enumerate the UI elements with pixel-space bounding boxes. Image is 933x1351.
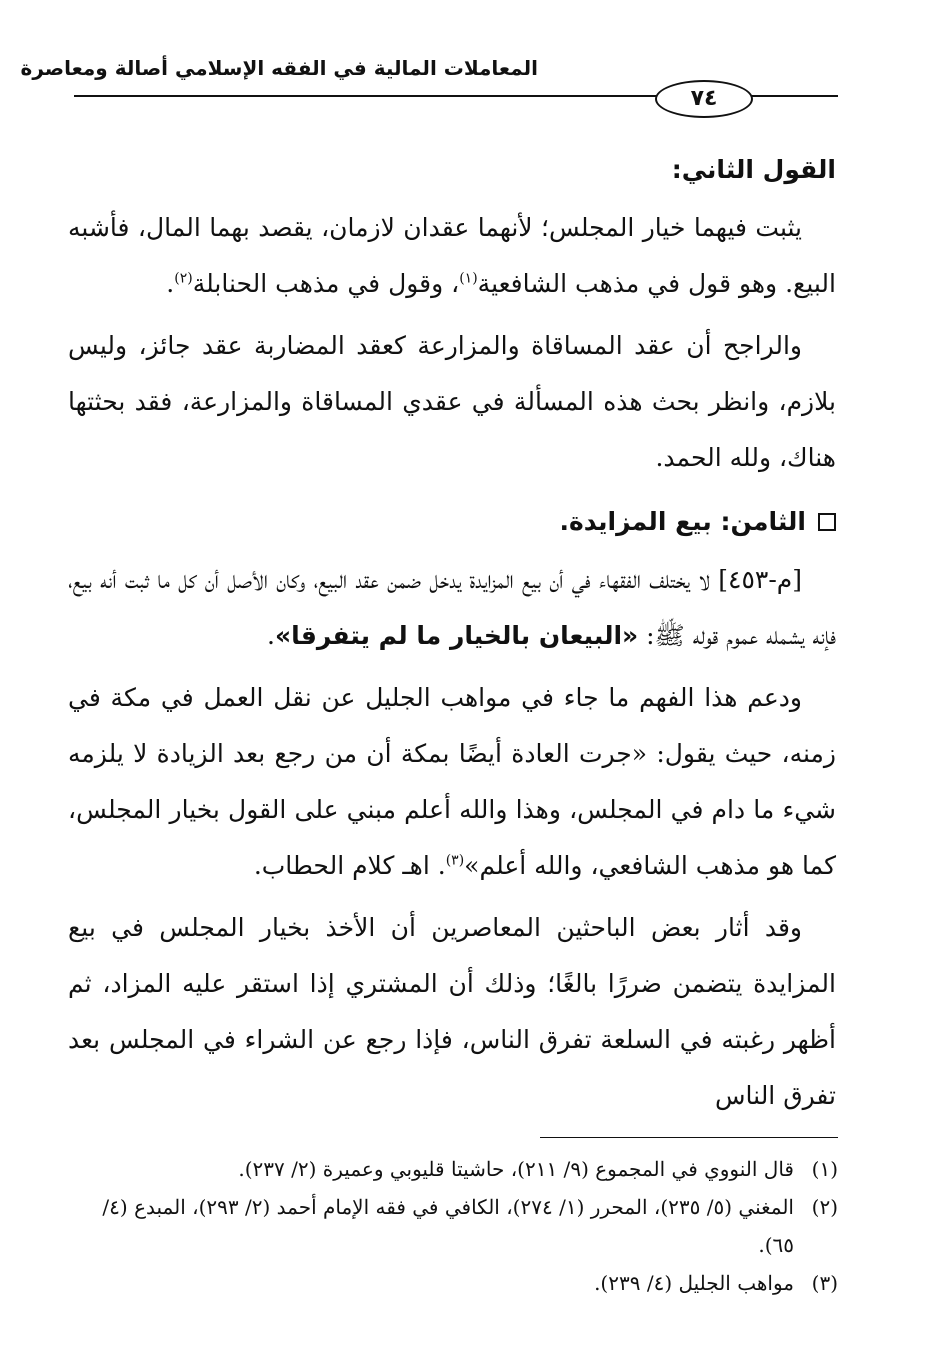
page-number: ٧٤ — [655, 80, 753, 118]
paragraph-2: والراجح أن عقد المساقاة والمزارعة كعقد المضاربة عقد جائز، وليس بلازم، وانظر بحث هذه المسألة في عقدي المساقاة والمزارعة، فقد بحثتها هناك، ولله الحمد. — [68, 331, 836, 472]
section-heading-text: الثامن: بيع المزايدة. — [559, 507, 806, 536]
paragraph-3-end: . — [266, 621, 275, 650]
paragraph-1-mid: ، وقول في مذهب الحنابلة — [192, 269, 460, 298]
footnotes — [80, 1150, 838, 1302]
section-heading — [68, 492, 836, 552]
paragraph-4-end: . اهـ كلام الحطاب. — [253, 851, 446, 880]
footnote-ref-2: (٢) — [174, 270, 193, 287]
paragraph-1 — [68, 200, 836, 312]
footnote-number: (١) — [811, 1157, 838, 1181]
footnote-ref-1: (١) — [459, 270, 478, 287]
paragraph-3-text: [م-٤٥٣] لا يختلف الفقهاء في أن بيع المزايدة يدخل ضمن عقد البيع، وكان الأصل أن كل ما ثبت أنه بيع، فإنه يشمله عموم قوله ﷺ: — [68, 565, 836, 650]
footnote-number: (٣) — [811, 1271, 838, 1295]
footnote-number: (٢) — [811, 1195, 838, 1219]
subheading: القول الثاني: — [671, 155, 836, 184]
paragraph-4-text: ودعم هذا الفهم ما جاء في مواهب الجليل عن نقل العمل في مكة في زمنه، حيث يقول: «جرت العادة أيضًا بمكة أن من رجع بعد الزيادة لا يلزمه شيء ما دام في المجلس، وهذا والله أعلم مبني على القول بخيار المجلس، كما هو مذهب الشافعي، والله أعلم» — [68, 683, 836, 880]
footnote-ref-3: (٣) — [445, 852, 465, 869]
footnote-text: المغني (٥/ ٢٣٥)، المحرر (١/ ٢٧٤)، الكافي في فقه الإمام أحمد (٢/ ٢٩٣)، المبدع (٤/ ٦٥). — [102, 1195, 794, 1257]
footnote — [80, 1264, 838, 1302]
paragraph-1-text: يثبت فيهما خيار المجلس؛ لأنهما عقدان لازمان، يقصد بهما المال، فأشبه البيع. وهو قول في مذهب الشافعية — [68, 213, 836, 298]
paragraph-1-end: . — [166, 269, 175, 298]
square-bullet-icon — [818, 513, 836, 531]
footnote-rule — [540, 1137, 838, 1138]
paragraph-3 — [68, 552, 836, 664]
footnote-text: قال النووي في المجموع (٩/ ٢١١)، حاشيتا قليوبي وعميرة (٢/ ٢٣٧). — [238, 1157, 794, 1181]
paragraph-4 — [68, 670, 836, 894]
running-header-title: المعاملات المالية في الفقه الإسلامي أصالة ومعاصرة — [20, 56, 538, 80]
paragraph-5: وقد أثار بعض الباحثين المعاصرين أن الأخذ بخيار المجلس في بيع المزايدة يتضمن ضررًا بالغًا؛ وذلك أن المشتري إذا استقر عليه المزاد، ثم أظهر رغبته في السلعة تفرق الناس، فإذا رجع عن الشراء في المجلس بعد تفرق الناس — [68, 913, 836, 1110]
footnote — [80, 1188, 838, 1264]
footnote-text: مواهب الجليل (٤/ ٢٣٩). — [594, 1271, 794, 1295]
main-text — [68, 140, 836, 1130]
footnote — [80, 1150, 838, 1188]
hadith-quote: «البيعان بالخيار ما لم يتفرقا» — [274, 621, 639, 650]
